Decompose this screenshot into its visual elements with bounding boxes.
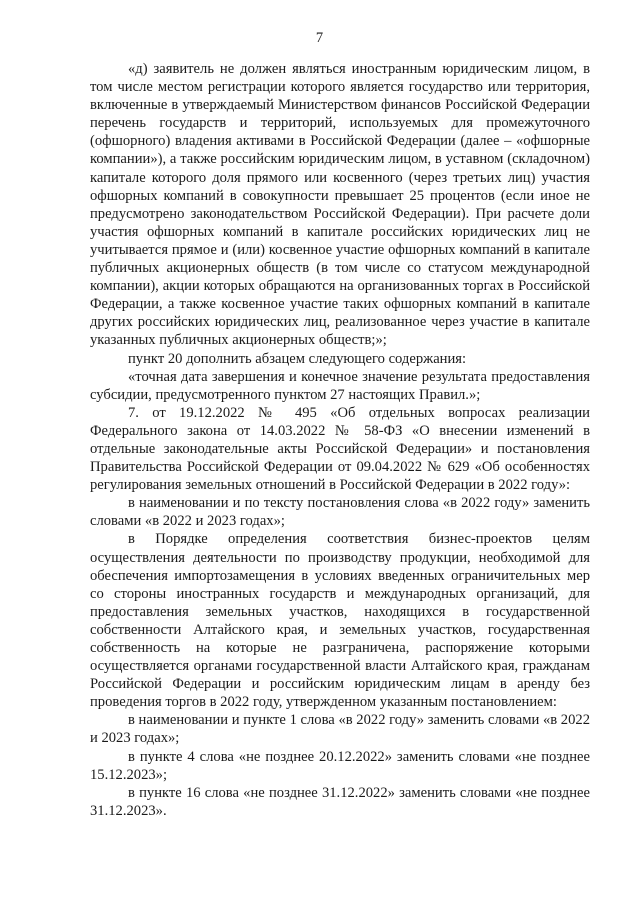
paragraph-title-replacement: в наименовании и по тексту постановления слова «в 2022 году» заменить словами «в 2022 и 2023 годах»; bbox=[90, 495, 590, 530]
paragraph-point-16-replacement: в пункте 16 слова «не позднее 31.12.2022» заменить словами «не позднее 31.12.2023». bbox=[90, 784, 590, 819]
paragraph-point-20-addition: пункт 20 дополнить абзацем следующего содержания: bbox=[128, 350, 467, 367]
paragraph-procedure-business-projects: в Порядке определения соответствия бизнес-проектов целям осуществления деятельности по производству продукции, необходимой для обеспечения импортозамещения в условиях введенных ограничительных мер со стороны иностранных государств и международных организаций, для предоставления земельных участков, находящихся в государственной собственности Алтайского края, и земельных участков, государственная собственность на которые не разграничена, распоряжение которыми осуществляется органами государственной власти Алтайского края, гражданам Российской Федерации и российским юридическим лицам в аренду без проведения торгов в 2022 году, утвержденном указанным постановлением: bbox=[90, 531, 590, 711]
page-number: 7 bbox=[315, 30, 324, 46]
paragraph-item-7-decree: 7. от 19.12.2022 № 495 «Об отдельных вопросах реализации Федерального закона от 14.03.2022 № 58-ФЗ «О внесении изменений в отдельные законодательные акты Российской Федерации» и постановления Правительства Российской Федерации от 09.04.2022 № 629 «Об особенностях регулирования земельных отношений в Российской Федерации в 2022 году»: bbox=[90, 404, 590, 494]
paragraph-offshore-requirement: «д) заявитель не должен являться иностранным юридическим лицом, в том числе местом регистрации которого является государство или территория, включенные в утверждаемый Министерством финансов Российской Федерации перечень государств и территорий, используемых для промежуточного (офшорного) владения активами в Российской Федерации (далее – «офшорные компании»), а также российским юридическим лицом, в уставном (складочном) капитале которого доля прямого или косвенного (через третьих лиц) участия офшорных компаний в совокупности превышает 25 процентов (если иное не предусмотрено законодательством Российской Федерации). При расчете доли участия офшорных компаний в капитале российских юридических лиц не учитывается прямое и (или) косвенное участие офшорных компаний в капитале публичных акционерных обществ (в том числе со статусом международной компании), акции которых обращаются на организованных торгах в Российской Федерации, а также косвенное участие таких офшорных компаний в капитале других российских юридических лиц, реализованное через участие в капитале указанных публичных акционерных обществ;»; bbox=[90, 61, 590, 349]
paragraph-subsidy-result-date: «точная дата завершения и конечное значение результата предоставления субсидии, предусмотренного пунктом 27 настоящих Правил.»; bbox=[90, 368, 590, 403]
paragraph-point-1-replacement: в наименовании и пункте 1 слова «в 2022 году» заменить словами «в 2022 и 2023 годах»; bbox=[90, 712, 590, 747]
paragraph-point-4-replacement: в пункте 4 слова «не позднее 20.12.2022» заменить словами «не позднее 15.12.2023»; bbox=[90, 748, 590, 783]
document-body bbox=[90, 60, 590, 820]
